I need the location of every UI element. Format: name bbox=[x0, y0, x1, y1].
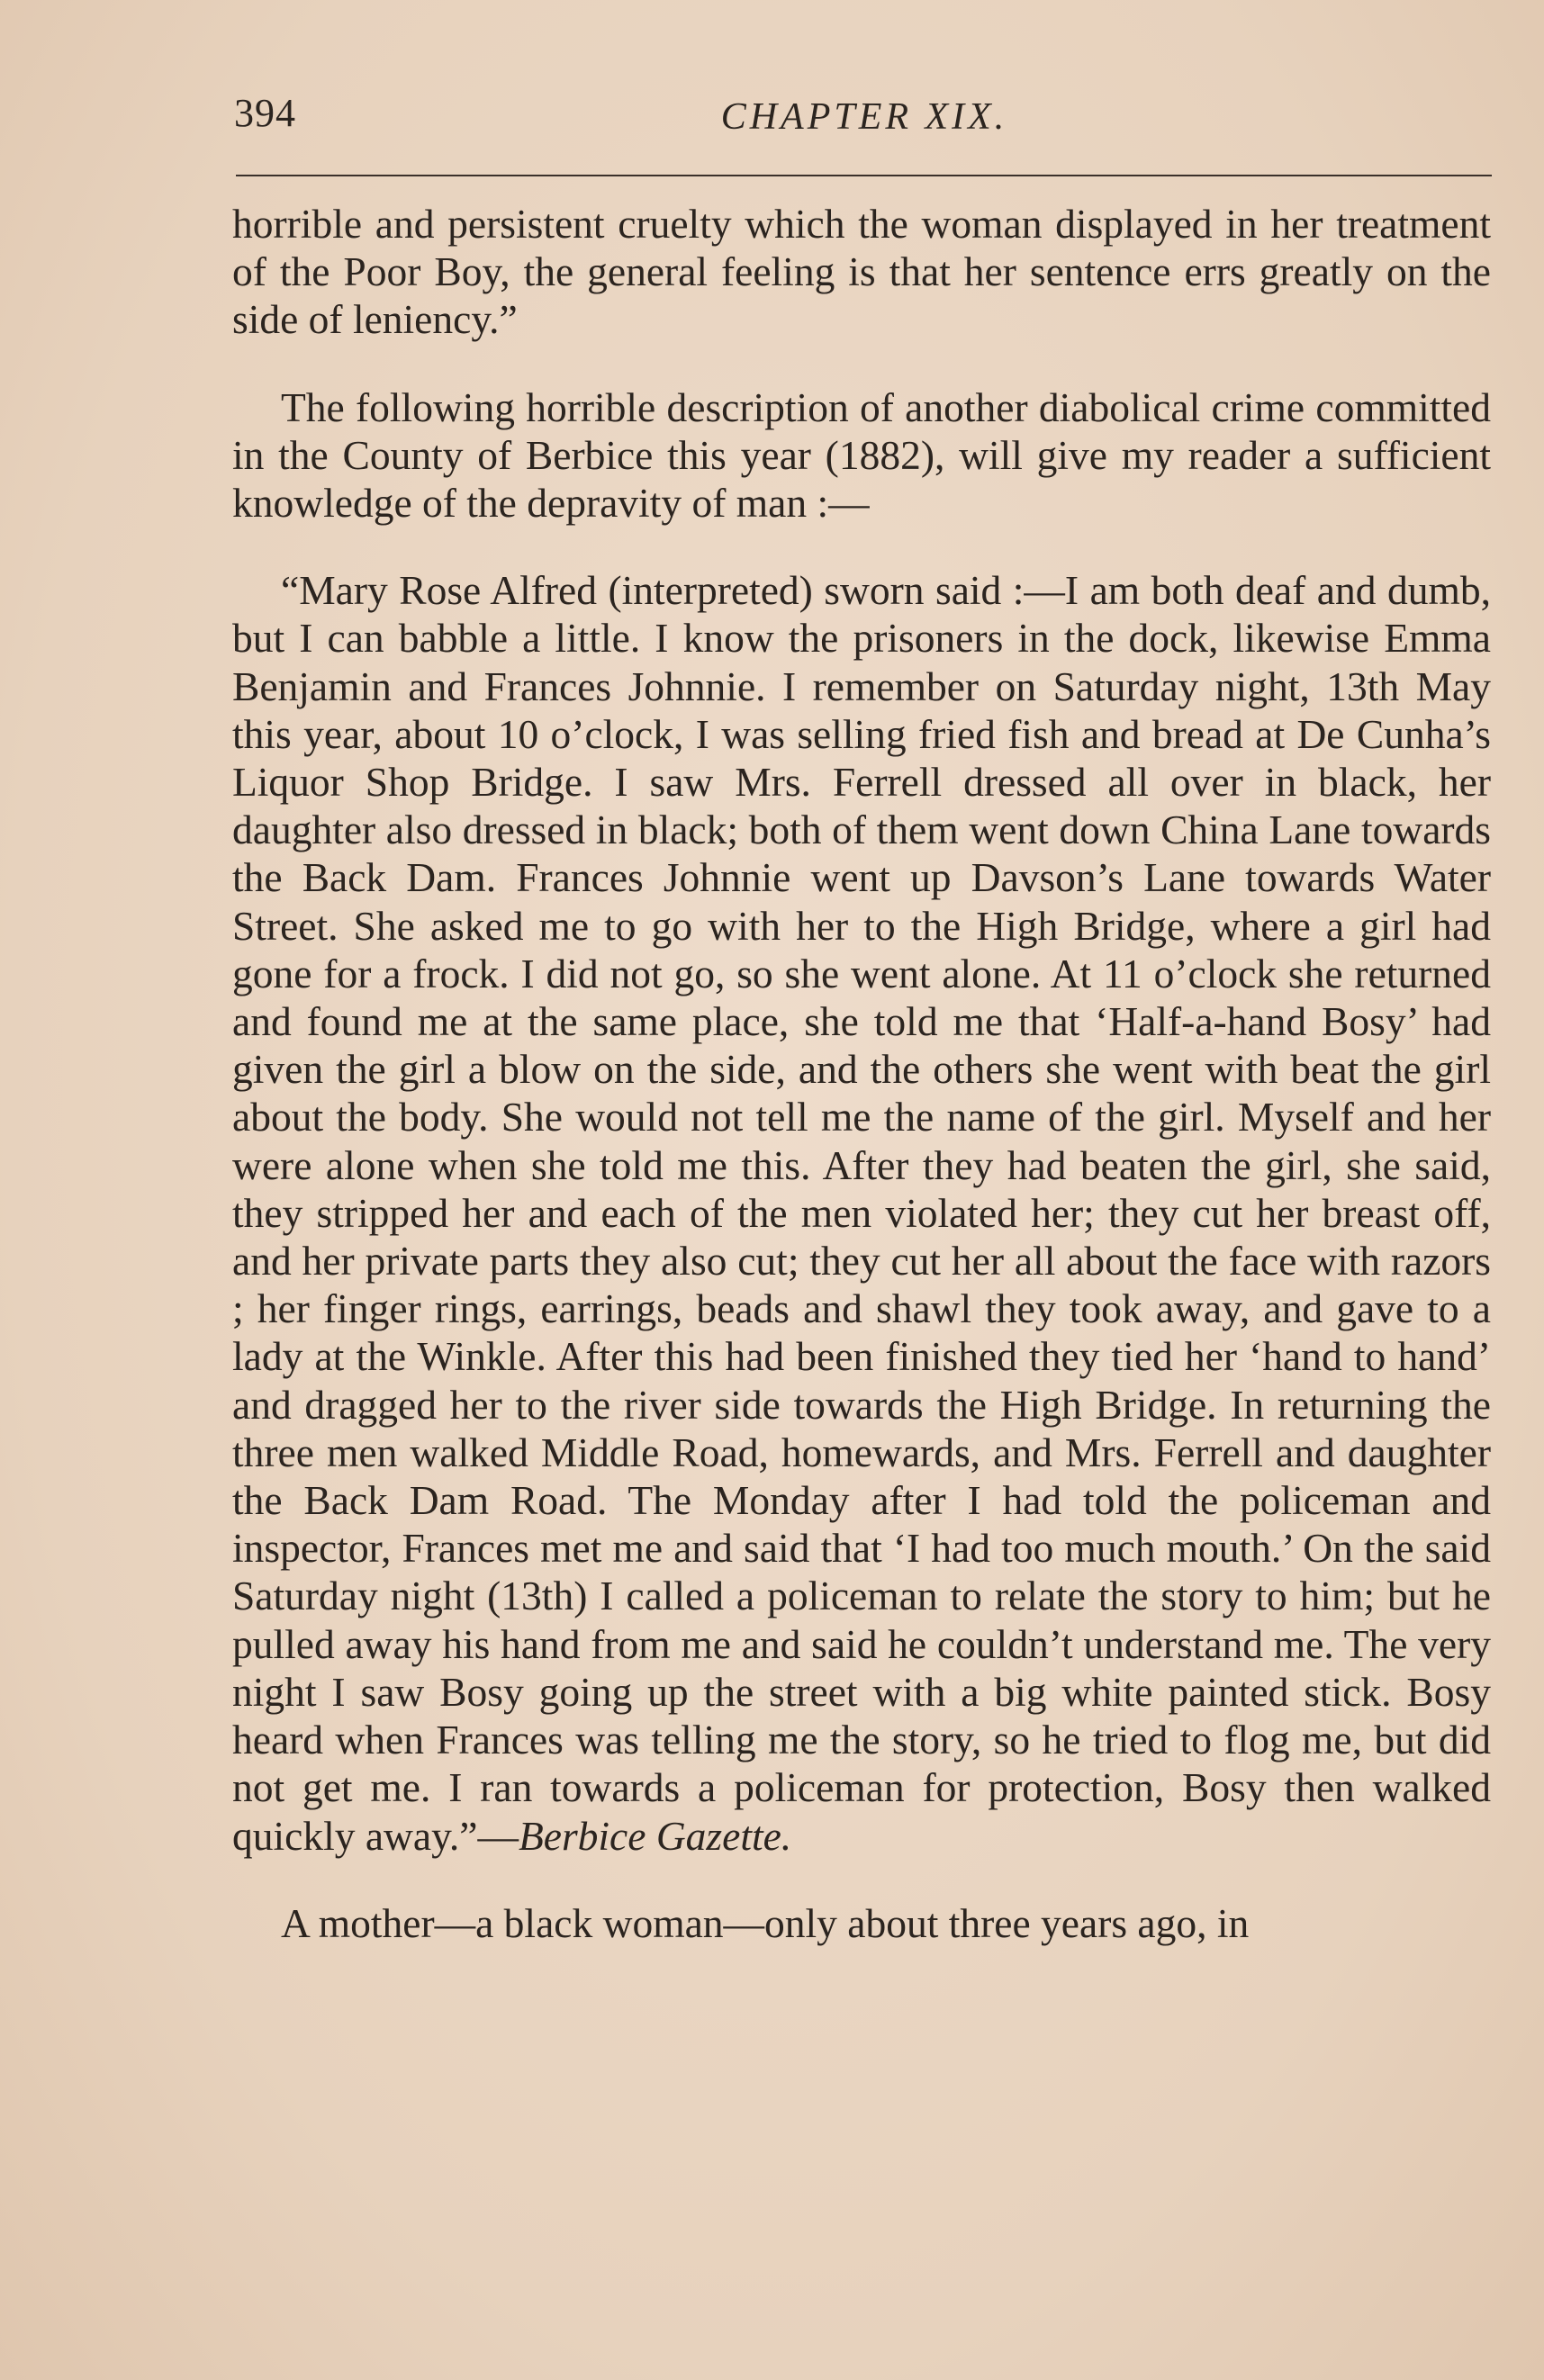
paragraph-2: The following horrible description of another diabolical crime committed in the County of Berbice this year (1882), will give my reader a sufficient knowledge of the depravity of man :— bbox=[232, 383, 1491, 527]
paragraph-1: horrible and persistent cruelty which the woman displayed in her treatment of the Poor Boy, the general feeling is that her sentence errs greatly on the side of leniency.” bbox=[232, 201, 1491, 343]
testimony-text: “Mary Rose Alfred (interpreted) sworn said :—I am both deaf and dumb, but I can babble a little. I know the prisoners in the dock, likewise Emma Benjamin and Frances Johnnie. I remember on Saturday night, 13th May this year, about 10 o’clock, I was selling fried fish and bread at De Cunha’s Liquor Shop Bridge. I saw Mrs. Ferrell dressed all over in black, her daughter also dressed in black; both of them went down China Lane towards the Back Dam. Frances Johnnie went up Davson’s Lane towards Water Street. She asked me to go with her to the High Bridge, where a girl had gone for a frock. I did not go, so she went alone. At 11 o’clock she returned and found me at the same place, she told me that ‘Half-a-hand Bosy’ had given the girl a blow on the side, and the others she went with beat the girl about the body. She would not tell me the name of the girl. Myself and her were alone when she told me this. After they had beaten the girl, she said, they stripped her and each of the men violated her; they cut her breast off, and her private parts they also cut; they cut her all about the face with razors ; her finger rings, earrings, beads and shawl they took away, and gave to a lady at the Winkle. After this had been finished they tied her ‘hand to hand’ and dragged her to the river side towards the High Bridge. In returning the three men walked Middle Road, homewards, and Mrs. Ferrell and daughter the Back Dam Road. The Monday after I had told the policeman and inspector, Frances met me and said that ‘I had too much mouth.’ On the said Saturday night (13th) I called a policeman to relate the story to him; but he pulled away his hand from me and said he couldn’t understand me. The very night I saw Bosy going up the street with a big white painted stick. Bosy heard when Frances was telling me the story, so he tried to flog me, but did not get me. I ran towards a policeman for protection, Bosy then walked quickly away.”— bbox=[232, 567, 1491, 1859]
page-header bbox=[234, 90, 1494, 153]
running-head: CHAPTER XIX. bbox=[720, 96, 1008, 138]
paragraph-4: A mother—a black woman—only about three years ago, in bbox=[281, 1899, 1250, 1946]
body-text bbox=[232, 200, 1491, 1947]
paragraph-3 bbox=[232, 566, 1491, 1859]
header-rule bbox=[236, 175, 1492, 176]
source-citation: Berbice Gazette. bbox=[518, 1812, 792, 1859]
page-number: 394 bbox=[234, 91, 296, 135]
